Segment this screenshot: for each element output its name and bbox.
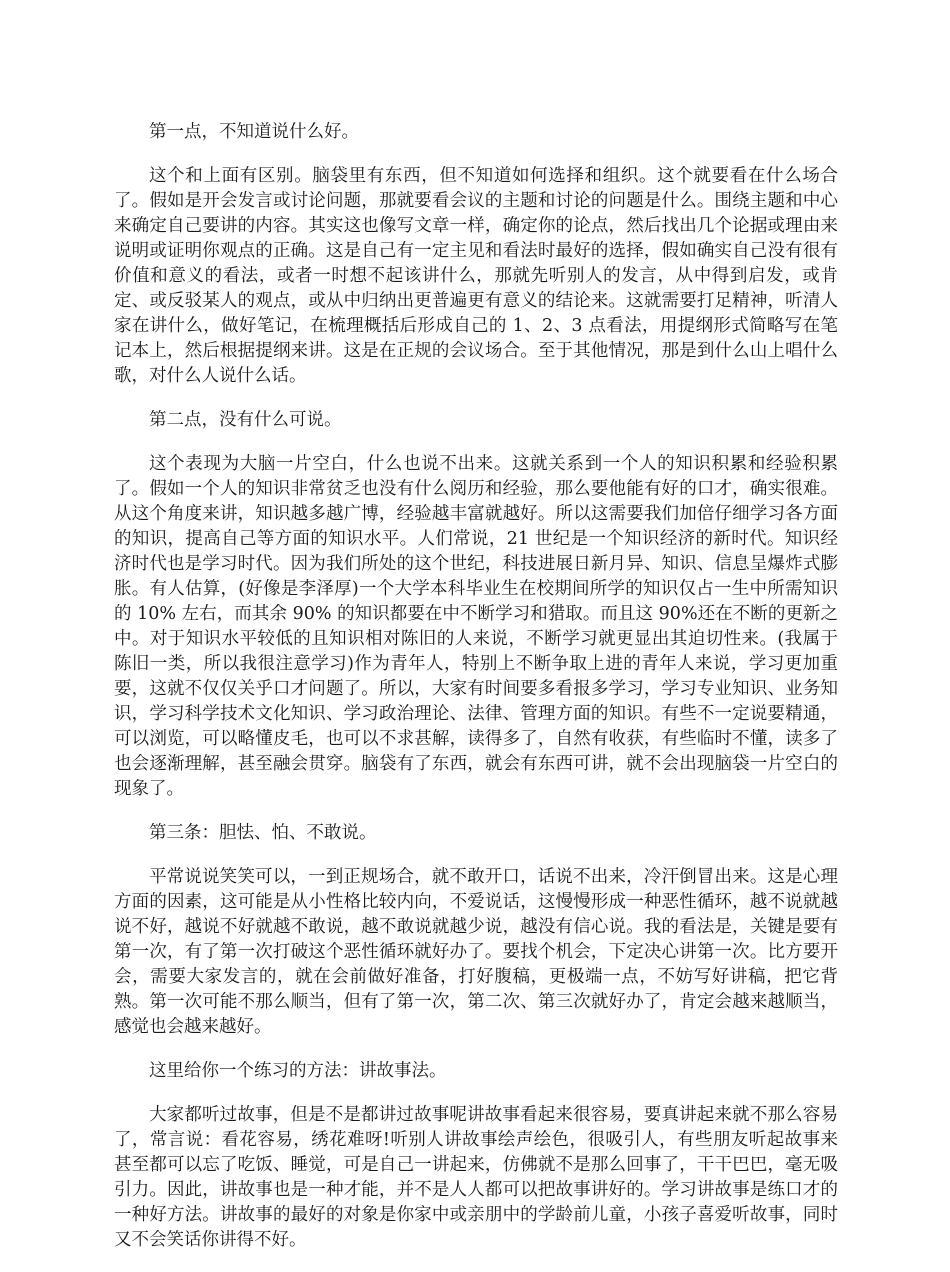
body-paragraph-3: 平常说说笑笑可以，一到正规场合，就不敢开口，话说不出来，冷汗倒冒出来。这是心理方面的因素，这可能是从小性格比较内向，不爱说话，这慢慢形成一种恶性循环，越不说就越说不好，越说不好就越不敢说，越不敢说就越少说，越没有信心说。我的看法是，关键是要有第一次，有了第一次打破这个恶性循环就好办了。要找个机会，下定决心讲第一次。比方要开会，需要大家发言的，就在会前做好准备，打好腹稿，更极端一点，不妨写好讲稿，把它背熟。第一次可能不那么顺当，但有了第一次，第二次、第三次就好办了，肯定会越来越顺当，感觉也会越来越好。	[114, 867, 838, 1037]
document-page	[114, 120, 838, 1272]
body-paragraph-4: 大家都听过故事，但是不是都讲过故事呢讲故事看起来很容易，要真讲起来就不那么容易了，常言说：看花容易，绣花难呀!听别人讲故事绘声绘色，很吸引人，有些朋友听起故事来甚至都可以忘了吃饭、睡觉，可是自己一讲起来，仿佛就不是那么回事了，干干巴巴，毫无吸引力。因此，讲故事也是一种才能，并不是人人都可以把故事讲好的。学习讲故事是练口才的一种好方法。讲故事的最好的对象是你家中或亲朋中的学龄前儿童，小孩子喜爱听故事，同时又不会笑话你讲得不好。	[114, 1105, 838, 1250]
section-heading-4: 这里给你一个练习的方法：讲故事法。	[149, 1061, 447, 1081]
section-heading-1: 第一点，不知道说什么好。	[149, 122, 359, 142]
body-paragraph-1: 这个和上面有区别。脑袋里有东西，但不知道如何选择和组织。这个就要看在什么场合了。假如是开会发言或讨论问题，那就要看会议的主题和讨论的问题是什么。围绕主题和中心来确定自己要讲的内容。其实这也像写文章一样，确定你的论点，然后找出几个论据或理由来说明或证明你观点的正确。这是自己有一定主见和看法时最好的选择，假如确实自己没有很有价值和意义的看法，或者一时想不起该讲什么，那就先听别人的发言，从中得到启发，或肯定、或反驳某人的观点，或从中归纳出更普遍更有意义的结论来。这就需要打足精神，听清人家在讲什么，做好笔记，在梳理概括后形成自己的 1、2、3 点看法，用提纲形式简略写在笔记本上，然后根据提纲来讲。这是在正规的会议场合。至于其他情况，那是到什么山上唱什么歌，对什么人说什么话。	[114, 166, 838, 386]
body-paragraph-2: 这个表现为大脑一片空白，什么也说不出来。这就关系到一个人的知识积累和经验积累了。假如一个人的知识非常贫乏也没有什么阅历和经验，那么要他能有好的口才，确实很难。从这个角度来讲，知识越多越广博，经验越丰富就越好。所以这需要我们加倍仔细学习各方面的知识，提高自己等方面的知识水平。人们常说，21 世纪是一个知识经济的新时代。知识经济时代也是学习时代。因为我们所处的这个世纪，科技进展日新月异、知识、信息呈爆炸式膨胀。有人估算，(好像是李泽厚)一个大学本科毕业生在校期间所学的知识仅占一生中所需知识的 10% 左右，而其余 90% 的知识都要在中不断学习和猎取。而且这 90%还在不断的更新之中。对于知识水平较低的且知识相对陈旧的人来说，不断学习就更显出其迫切性来。(我属于陈旧一类，所以我很注意学习)作为青年人，特别上不断争取上进的青年人来说，学习更加重要，这就不仅仅关乎口才问题了。所以，大家有时间要多看报多学习，学习专业知识、业务知识，学习科学技术文化知识、学习政治理论、法律、管理方面的知识。有些不一定说要精通，可以浏览，可以略懂皮毛，也可以不求甚解，读得多了，自然有收获，有些临时不懂，读多了也会逐渐理解，甚至融会贯穿。脑袋有了东西，就会有东西可讲，就不会出现脑袋一片空白的现象了。	[114, 454, 838, 799]
section-heading-3: 第三条：胆怯、怕、不敢说。	[149, 823, 377, 843]
section-heading-2: 第二点，没有什么可说。	[149, 410, 342, 430]
